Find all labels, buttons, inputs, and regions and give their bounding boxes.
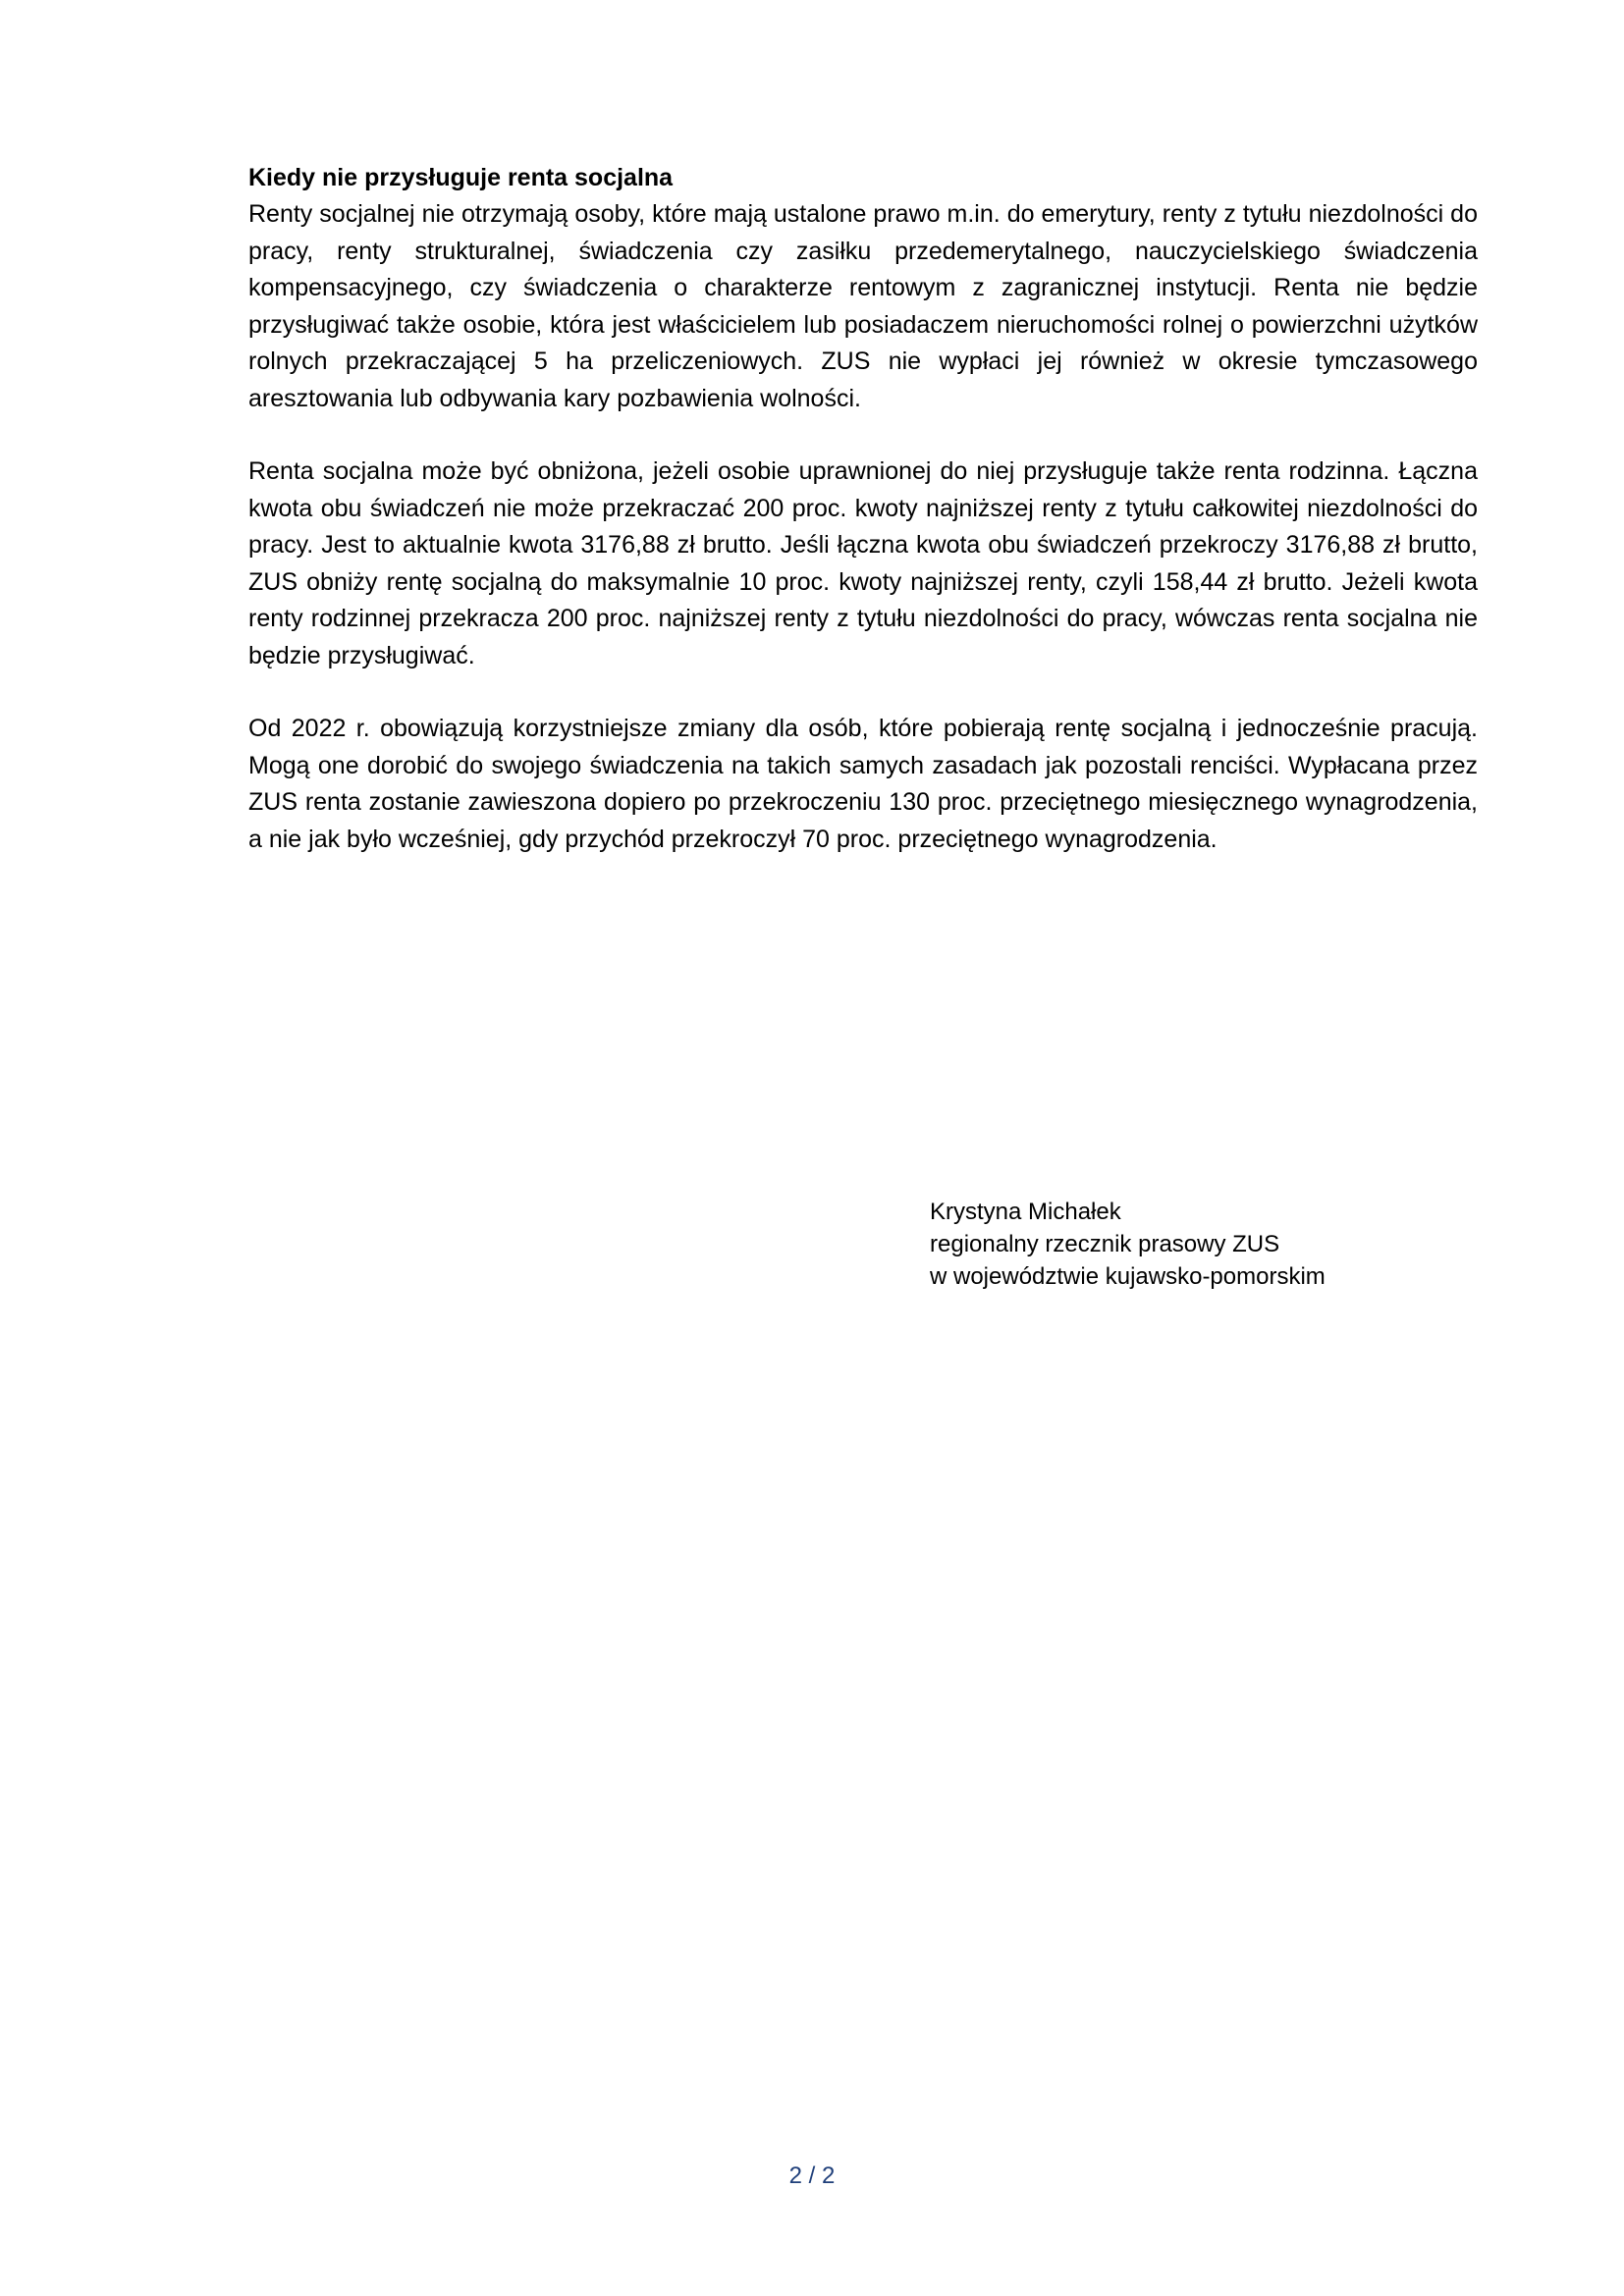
paragraph-changes-2022: Od 2022 r. obowiązują korzystniejsze zmiany dla osób, które pobierają rentę socjalną i jednocześnie pracują. Mogą one dorobić do swojego świadczenia na takich samych zasadach jak pozostali renciści. Wypłacana przez ZUS renta zostanie zawieszona dopiero po przekroczeniu 130 proc. przeciętnego miesięcznego wynagrodzenia, a nie jak było wcześniej, gdy przychód przekroczył 70 proc. przeciętnego wynagrodzenia. — [248, 715, 1478, 853]
signature-region: w województwie kujawsko-pomorskim — [930, 1263, 1326, 1290]
document-body — [248, 160, 1478, 858]
paragraph-reduction: Renta socjalna może być obniżona, jeżeli osobie uprawnionej do niej przysługuje także renta rodzinna. Łączna kwota obu świadczeń nie może przekraczać 200 proc. kwoty najniższej renty z tytułu całkowitej niezdolności do pracy. Jest to aktualnie kwota 3176,88 zł brutto. Jeśli łączna kwota obu świadczeń przekroczy 3176,88 zł brutto, ZUS obniży rentę socjalną do maksymalnie 10 proc. kwoty najniższej renty, czyli 158,44 zł brutto. Jeżeli kwota renty rodzinnej przekracza 200 proc. najniższej renty z tytułu niezdolności do pracy, wówczas renta socjalna nie będzie przysługiwać. — [248, 457, 1478, 669]
page-number: 2 / 2 — [788, 2163, 836, 2189]
signature-name: Krystyna Michałek — [930, 1199, 1121, 1225]
section-heading: Kiedy nie przysługuje renta socjalna — [248, 164, 674, 191]
paragraph-gap — [248, 417, 1478, 454]
paragraph-eligibility: Renty socjalnej nie otrzymają osoby, które mają ustalone prawo m.in. do emerytury, renty z tytułu niezdolności do pracy, renty strukturalnej, świadczenia czy zasiłku przedemerytalnego, nauczycielskiego świadczenia kompensacyjnego, czy świadczenia o charakterze rentowym z zagranicznej instytucji. Renta nie będzie przysługiwać także osobie, która jest właścicielem lub posiadaczem nieruchomości rolnej o powierzchni użytków rolnych przekraczającej 5 ha przeliczeniowych. ZUS nie wypłaci jej również w okresie tymczasowego aresztowania lub odbywania kary pozbawienia wolności. — [248, 200, 1478, 412]
paragraph-gap — [248, 674, 1478, 711]
signature-block — [930, 1196, 1326, 1293]
signature-role: regionalny rzecznik prasowy ZUS — [930, 1231, 1280, 1257]
